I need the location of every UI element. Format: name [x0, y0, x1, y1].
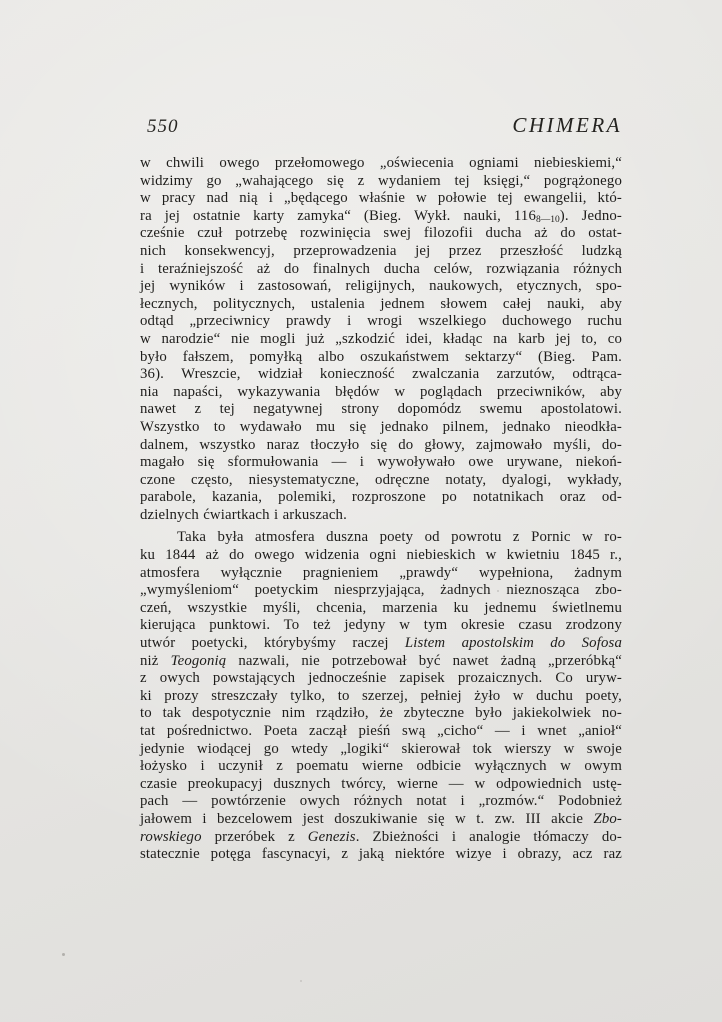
text-line: Taka była atmosfera duszna poety od powrotu z Pornic w ro- — [177, 529, 622, 546]
text-line: w narodzie“ nie mogli już „szkodzić idei, kładąc na karb jej to, co — [140, 330, 622, 347]
text-line: dalnem, wszystko naraz tłoczyło się do głowy, zajmowało myśli, do- — [140, 436, 622, 453]
text-line: to tak despotycznie nim rządziło, że zbyteczne było jakiekolwiek no- — [140, 705, 622, 722]
running-header — [140, 113, 622, 138]
text-line: magało się sformułowania — i wywoływało owe urywane, niekoń- — [140, 454, 622, 471]
page-number: 550 — [147, 116, 179, 137]
text-line: utwór poetycki, którybyśmy raczej Listem apostolskim do Sofosa — [140, 635, 622, 652]
text-line: i teraźniejszość aż do finalnych ducha celów, rozwiązania różnych — [140, 260, 622, 277]
text-line: jedynie wiodącej go wtedy „logiki“ skierował tok wierszy w swoje — [140, 740, 622, 757]
text-line: było fałszem, pomyłką albo oszukaństwem sektarzy“ (Bieg. Pam. — [140, 348, 622, 365]
text-line: „wymyśleniom“ poetyckim niesprzyjająca, żadnych nieznosząca zbo- — [140, 582, 622, 599]
text-line: tat pośrednictwo. Poeta zaczął pieśń swą „cicho“ — i wnet „anioł“ — [140, 723, 622, 739]
text-line: nia napaści, wykazywania błędów w poglądach przeciwników, aby — [140, 383, 622, 400]
text-line: ki prozy streszczały tylko, to szerzej, pełniej żyło w duchu poety, — [140, 687, 622, 704]
paragraph — [140, 529, 622, 863]
text-line: atmosfera wyłącznie pragnieniem „prawdy“ wypełniona, żadnym — [140, 564, 622, 581]
text-line: łożysko i uczynił z poematu wierne odbicie wyłącznych w owym — [140, 758, 622, 775]
text-line: nawet z tej negatywnej strony dopomódz swemu apostolatowi. — [140, 401, 622, 418]
page-text — [140, 155, 622, 864]
text-line: jej wyników i zastosowań, religijnych, naukowych, etycznych, spo- — [140, 278, 622, 295]
text-line: czeń, wszystkie myśli, chcenia, marzenia ku jednemu świetlnemu — [140, 599, 622, 616]
text-line: odtąd „przeciwnicy prawdy i wrogi wszelkiego duchowego ruchu — [140, 313, 622, 330]
text-line: pach — powtórzenie owych różnych notat i „rozmów.“ Podobnież — [140, 793, 622, 810]
text-line: jałowem i bezcelowem jest doszukiwanie się w t. zw. III akcie Zbo- — [140, 810, 622, 827]
text-line: ra jej ostatnie karty zamyka“ (Bieg. Wykł. nauki, $116_{8—10}$). Jedno- — [140, 207, 622, 225]
text-line: czasie preokupacyj dusznych twórcy, wierne — w odpowiednich ustę- — [140, 775, 622, 792]
text-line: łecznych, politycznych, ustalenia jednem słowem całej nauki, aby — [140, 295, 622, 312]
text-line: parabole, kazania, polemiki, rozproszone po notatnikach oraz od- — [140, 489, 622, 506]
text-line: Wszystko to wydawało mu się jednako pilnem, jednako nieodkła- — [140, 418, 622, 435]
text-line: w chwili owego przełomowego „oświecenia ogniami niebieskiemi,“ — [140, 155, 622, 171]
text-line: statecznie potęga fascynacyi, z jaką niektóre wizye i obrazy, acz raz — [140, 846, 622, 863]
text-line: 36). Wreszcie, widział konieczność zwalczania zarzutów, odtrąca- — [140, 366, 622, 383]
text-line: z owych powstających jednocześnie zapisek prozaicznych. Co uryw- — [140, 670, 622, 687]
paragraph — [140, 155, 622, 524]
journal-title: CHIMERA — [512, 113, 622, 137]
dust-speck — [300, 980, 302, 982]
text-line: dzielnych ćwiartkach i arkuszach. — [140, 506, 347, 523]
dust-speck — [62, 953, 65, 956]
text-line: cześnie czuł potrzebę rozwinięcia swej filozofii ducha aż do ostat- — [140, 225, 622, 242]
text-line: widzimy go „wahającego się z wydaniem tej księgi,“ pogrążonego — [140, 172, 622, 189]
text-line: w pracy nad nią i „będącego właśnie w połowie tej ewangelii, któ- — [140, 190, 622, 207]
text-line: czone często, niesystematyczne, odręczne notaty, dyalogi, wykłady, — [140, 471, 622, 488]
text-line: kierująca punktowi. To też jedyny w tym okresie czasu zrodzony — [140, 617, 622, 634]
text-line: ku 1844 aż do owego widzenia ogni niebieskich w kwietniu 1845 r., — [140, 547, 622, 564]
text-line: niż Teogonią nazwali, nie potrzebował być nawet żadną „przeróbką“ — [140, 652, 622, 669]
text-line: rowskiego przeróbek z Genezis. Zbieżności i analogie tłómaczy do- — [140, 828, 622, 845]
text-line: nich konsekwencyj, przeprowadzenia jej przez przeszłość ludzką — [140, 242, 622, 259]
